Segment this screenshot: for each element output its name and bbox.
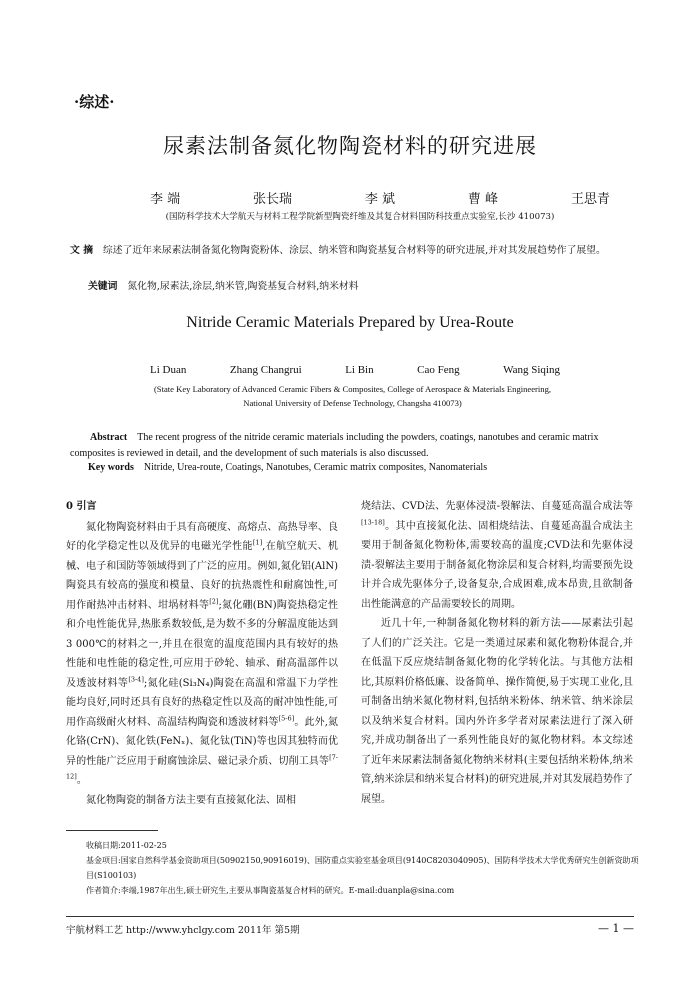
author-zh-1: 李 端 xyxy=(150,192,181,207)
citation: [1] xyxy=(252,538,263,547)
keywords-en-text: Nitride, Urea-route, Coatings, Nanotubes, Ceramic matrix composites, Nanomaterials xyxy=(143,462,488,473)
keywords-en-label: Key words xyxy=(88,462,134,473)
authors-zh xyxy=(150,188,610,207)
keywords-zh-text: 氮化物,尿素法,涂层,纳米管,陶瓷基复合材料,纳米材料 xyxy=(127,281,359,292)
author-zh-5: 王思青 xyxy=(570,192,610,207)
authors-en xyxy=(150,364,560,376)
abstract-zh-label: 文 摘 xyxy=(70,245,94,256)
author-zh-4: 曹 峰 xyxy=(467,192,499,207)
section-heading-intro: 0 引言 xyxy=(66,501,97,512)
affiliation-zh: (国防科学技术大学航天与材料工程学院新型陶瓷纤维及其复合材料国防科技重点实验室,长沙 410073) xyxy=(165,212,555,222)
author-en-4: Cao Feng xyxy=(417,364,460,376)
body-paragraph: 烧结法、CVD法、先驱体浸渍-裂解法、自蔓延高温合成法等[13-18]。其中直接氮化法、固相烧结法、自蔓延高温合成法主要用于制备氮化物粉体,需要较高的温度;CVD法和先驱体浸渍-裂解法主要用于制备氮化物涂层和复合材料,均需要预先设计并合成先驱体分子,设备复杂,合成困难,成本昂贵,且欲制备出性能满意的产品需要较长的周期。 xyxy=(361,501,633,610)
footnote-fund: 基金项目:国家自然科学基金资助项目(50902150,90916019)、国防重点实验室基金项目(9140C8203040905)、国防科学技术大学优秀研究生创新资助项目(S100103) xyxy=(86,856,639,880)
keywords-zh-label: 关键词 xyxy=(88,281,118,292)
abstract-en xyxy=(70,430,635,462)
author-zh-2: 张长瑞 xyxy=(253,192,293,207)
abstract-en-label: Abstract xyxy=(90,432,128,443)
citation: [3-4] xyxy=(128,675,144,684)
citation: [2] xyxy=(209,597,219,606)
journal-info: 宇航材料工艺 http://www.yhclgy.com 2011年 第5期 xyxy=(66,925,300,936)
page-footer xyxy=(66,922,634,936)
citation: [5-6] xyxy=(278,714,295,723)
body-column-left xyxy=(66,497,338,810)
body-paragraph: 近几十年,一种制备氮化物材料的新方法——尿素法引起了人们的广泛关注。它是一类通过尿素和氮化物粉体混合,并在低温下反应烧结制备氮化物的化学转化法。与其他方法相比,其原料价格低廉、设备简单、操作简便,易于实现工业化,且可制备出纳米氮化物材料,包括纳米粉体、纳米管、纳米涂层以及纳米复合材料。国内外许多学者对尿素法进行了深入研究,并成功制备出了一系列性能良好的氮化物材料。本文综述了近年来尿素法制备氮化物纳米材料(主要包括纳米粉体,纳米管,纳米涂层和纳米复合材料)的研究进展,并对其发展趋势作了展望。 xyxy=(361,618,633,805)
footnote-received: 收稿日期:2011-02-25 xyxy=(86,841,167,850)
affiliation-en-line2: National University of Defense Technology, Changsha 410073) xyxy=(243,398,462,408)
author-en-2: Zhang Changrui xyxy=(229,364,302,376)
title-en: Nitride Ceramic Materials Prepared by Urea-Route xyxy=(186,314,514,331)
title-zh: 尿素法制备氮化物陶瓷材料的研究进展 xyxy=(163,134,537,158)
keywords-en xyxy=(88,462,633,473)
body-column-right xyxy=(361,497,633,809)
footnote-author: 作者简介:李端,1987年出生,硕士研究生,主要从事陶瓷基复合材料的研究。E-mail:duanpla@sina.com xyxy=(86,886,455,895)
affiliation-en-line1: (State Key Laboratory of Advanced Ceramic Fibers & Composites, College of Aerospace & Materials Engineering, xyxy=(153,384,552,394)
footnote-rule xyxy=(66,830,158,831)
citation: [13-18] xyxy=(361,518,385,527)
author-en-5: Wang Siqing xyxy=(503,364,560,376)
footnotes xyxy=(86,838,646,898)
abstract-zh-text: 综述了近年来尿素法制备氮化物陶瓷粉体、涂层、纳米管和陶瓷基复合材料等的研究进展,并对其发展趋势作了展望。 xyxy=(103,245,606,256)
keywords-zh xyxy=(88,278,628,292)
footer-rule xyxy=(66,916,634,917)
abstract-zh xyxy=(70,242,635,259)
author-en-1: Li Duan xyxy=(150,364,187,376)
author-en-3: Li Bin xyxy=(345,364,374,376)
body-paragraph: 氮化物陶瓷的制备方法主要有直接氮化法、固相 xyxy=(86,794,296,806)
page-number: — 1 — xyxy=(598,922,634,935)
section-tag: ·综述· xyxy=(74,93,115,111)
affiliation-en xyxy=(80,382,625,410)
citation: [7-12] xyxy=(66,753,338,781)
abstract-en-text: The recent progress of the nitride ceramic materials including the powders, coatings, nanotubes and ceramic matrix composites is reviewed in detail, and the development of such materials is also discussed. xyxy=(70,432,599,459)
author-zh-3: 李 斌 xyxy=(364,192,396,207)
body-paragraph: 氮化物陶瓷材料由于具有高硬度、高熔点、高热导率、良好的化学稳定性以及优异的电磁光学性能[1],在航空航天、机械、电子和国防等领域得到了广泛的应用。例如,氮化铝(AlN)陶瓷具有较高的强度和模量、良好的抗热震性和耐腐蚀性,可用作耐热冲击材料、坩埚材料等[2];氮化硼(BN)陶瓷热稳定性和介电性能优异,热胀系数较低,是为数不多的分解温度能达到3 000℃的材料之一,并且在很宽的温度范围内具有较好的热性能和电性能的稳定性,可应用于砂轮、轴承、耐高温部件以及透波材料等[3-4];氮化硅(Si₃N₄)陶瓷在高温和常温下力学性能均良好,同时还具有良好的热稳定性以及高的耐冲蚀性能,可用作高级耐火材料、高温结构陶瓷和透波材料等[5-6]。此外,氮化铬(CrN)、氮化铁(FeNₓ)、氮化钛(TiN)等也因其独特而优异的性能广泛应用于耐腐蚀涂层、磁记录介质、切削工具等[7-12]。 xyxy=(66,521,339,786)
